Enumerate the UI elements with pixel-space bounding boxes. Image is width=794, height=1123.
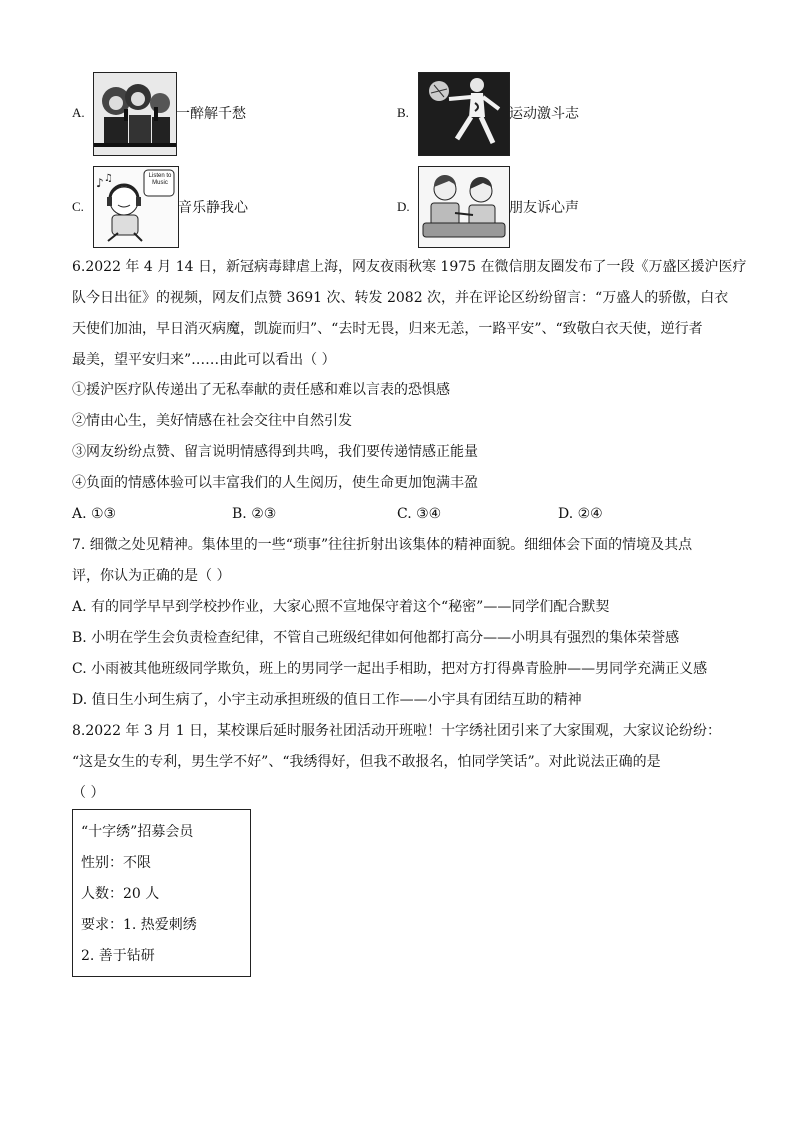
q7-choice-c: C. 小雨被其他班级同学欺负，班上的男同学一起出手相助，把对方打得鼻青脸肿——男同学充满正义感 — [72, 661, 708, 677]
notice-count: 人数：20 人 — [81, 886, 160, 902]
q6-statement-1: ①援沪医疗队传递出了无私奉献的责任感和难以言表的恐惧感 — [72, 382, 450, 398]
option-a-label: 一醉解千愁 — [176, 106, 246, 122]
notice-title: “十字绣”招募会员 — [81, 824, 194, 840]
option-c-label: 音乐静我心 — [178, 200, 248, 216]
drinking-people-illustration-icon — [93, 72, 177, 156]
notice-requirement-2: 2. 善于钻研 — [81, 948, 155, 964]
q7-choice-b: B. 小明在学生会负责检查纪律，不管自己班级纪律如何他都打高分——小明具有强烈的集体荣誉感 — [72, 630, 680, 646]
listening-to-music-illustration-icon — [93, 166, 179, 248]
q8-line-1: 8.2022 年 3 月 1 日，某校课后延时服务社团活动开班啦！十字绣社团引来了大家围观，大家议论纷纷： — [72, 723, 722, 739]
notice-gender: 性别：不限 — [81, 855, 151, 871]
q6-statement-3: ③网友纷纷点赞、留言说明情感得到共鸣，我们要传递情感正能量 — [72, 444, 478, 460]
q6-choice-d: D. ②④ — [558, 506, 603, 522]
recruitment-notice-box — [72, 809, 251, 977]
q6-line-3: 天使们加油，早日消灭病魔，凯旋而归”、“去时无畏，归来无恙，一路平安”、“致敬白衣天使，逆行者 — [72, 321, 703, 337]
basketball-player-illustration-icon — [418, 72, 510, 156]
svg-text:♫: ♫ — [104, 173, 113, 184]
q6-choice-a: A. ①③ — [72, 506, 117, 522]
option-a-letter: A. — [72, 105, 85, 120]
q7-choice-d: D. 值日生小珂生病了，小宇主动承担班级的值日工作——小宇具有团结互助的精神 — [72, 692, 582, 708]
option-d-letter: D. — [397, 199, 410, 214]
q6-choice-b: B. ②③ — [232, 506, 277, 522]
q6-line-1: 6.2022 年 4 月 14 日，新冠病毒肆虐上海，网友夜雨秋寒 1975 在微信朋友圈发布了一段《万盛区援沪医疗 — [72, 259, 747, 275]
q7-line-1: 7. 细微之处见精神。集体里的一些“琐事”往往折射出该集体的精神面貌。细细体会下面的情境及其点 — [72, 537, 693, 553]
q6-line-4: 最美，望平安归来”……由此可以看出（ ） — [72, 352, 336, 368]
option-b-label: 运动激斗志 — [509, 106, 579, 122]
q7-line-2: 评，你认为正确的是（ ） — [72, 568, 231, 584]
q6-choice-c: C. ③④ — [397, 506, 442, 522]
two-friends-talking-illustration-icon — [418, 166, 510, 248]
q6-statement-2: ②情由心生，美好情感在社会交往中自然引发 — [72, 413, 352, 429]
q7-choice-a: A. 有的同学早早到学校抄作业，大家心照不宣地保守着这个“秘密”——同学们配合默契 — [72, 599, 610, 615]
option-d-label: 朋友诉心声 — [509, 200, 579, 216]
notice-requirement-1: 要求：1. 热爱刺绣 — [81, 917, 197, 933]
svg-text:♪: ♪ — [96, 176, 104, 190]
q8-line-2: “这是女生的专利，男生学不好”、“我绣得好，但我不敢报名，怕同学笑话”。对此说法正确的是 — [72, 754, 661, 770]
q6-line-2: 队今日出征》的视频，网友们点赞 3691 次、转发 2082 次，并在评论区纷纷留言：“万盛人的骄傲，白衣 — [72, 290, 729, 306]
q6-statement-4: ④负面的情感体验可以丰富我们的人生阅历，使生命更加饱满丰盈 — [72, 475, 478, 491]
option-c-letter: C. — [72, 199, 84, 214]
option-b-letter: B. — [397, 105, 409, 120]
q8-line-3: （ ） — [72, 785, 105, 801]
listen-to-music-sign: Listen to Music — [148, 173, 172, 186]
